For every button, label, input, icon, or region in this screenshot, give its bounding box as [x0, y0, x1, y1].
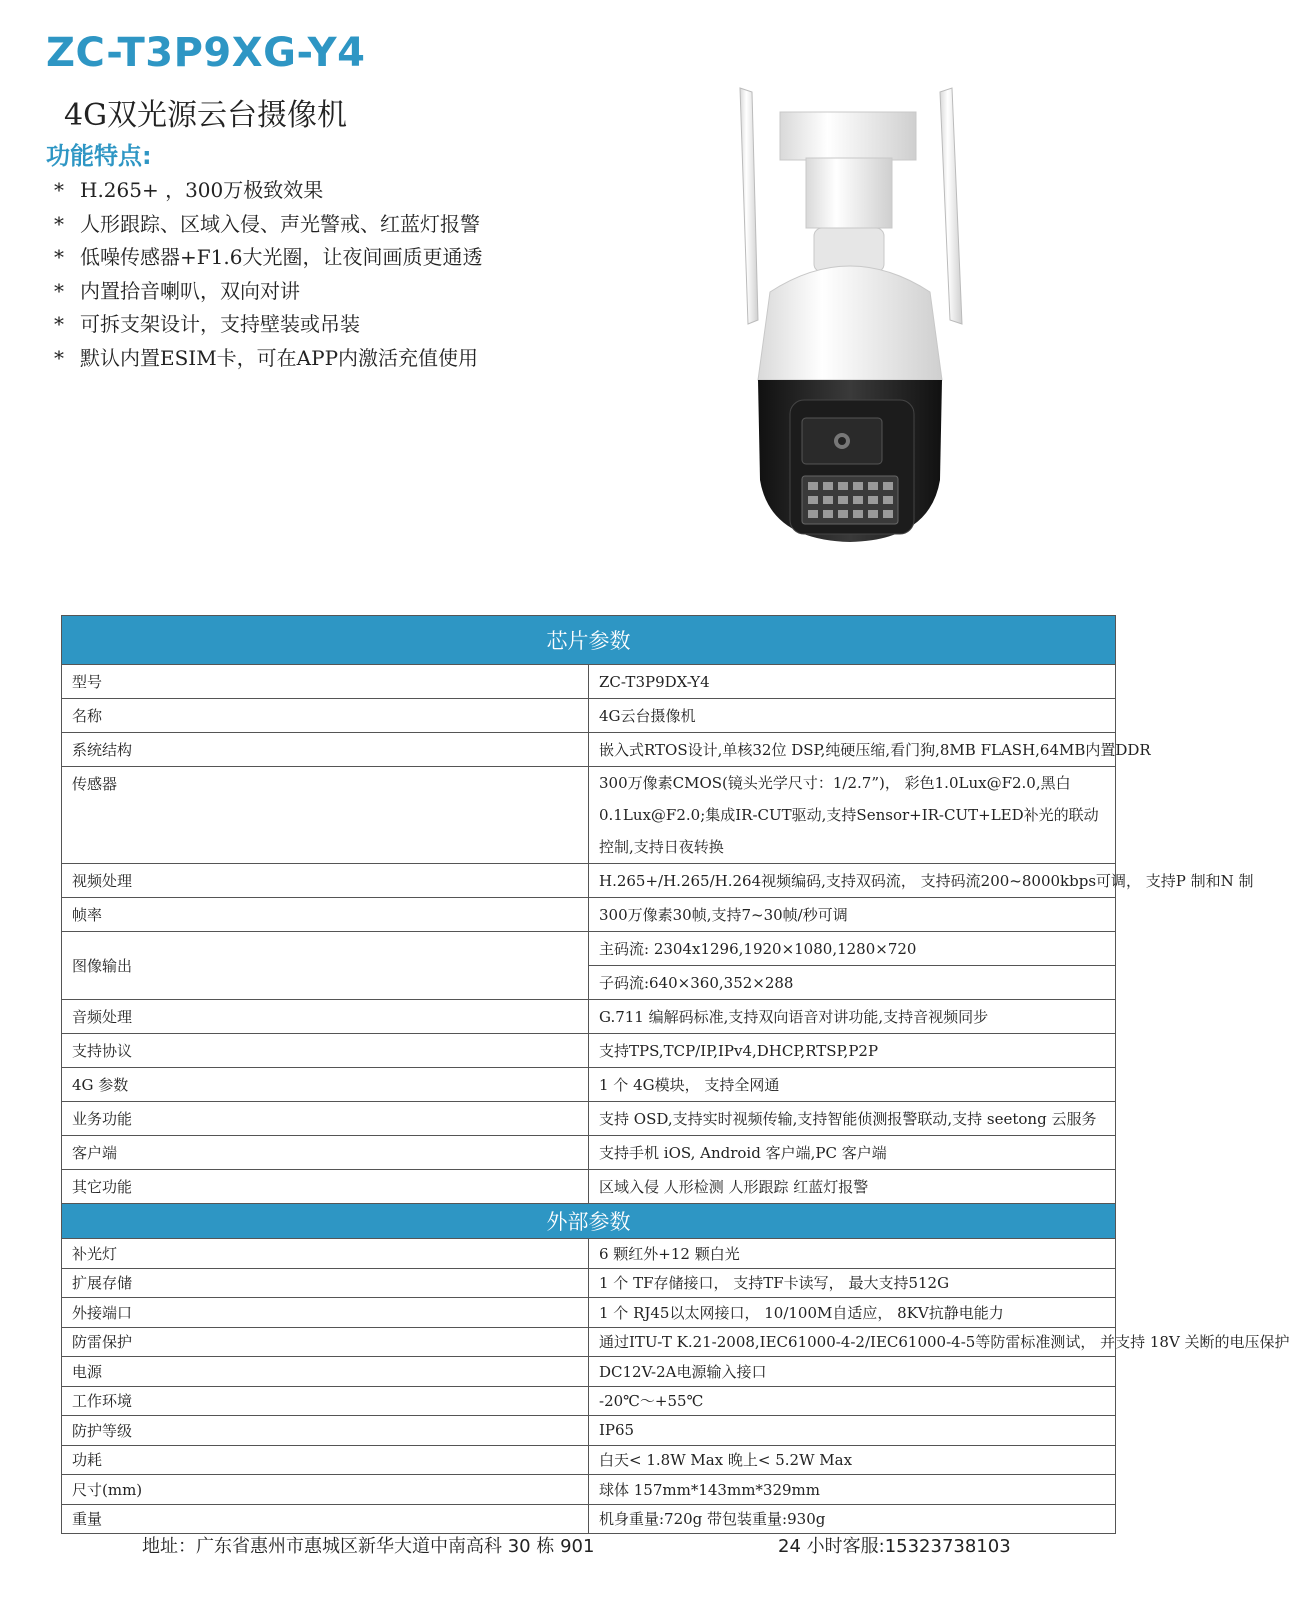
param-value: 1 个 4G模块， 支持全网通: [589, 1068, 1116, 1102]
feature-text: 可拆支架设计，支持壁装或吊装: [80, 312, 360, 336]
param-value: 支持手机 iOS, Android 客户端,PC 客户端: [589, 1136, 1116, 1170]
table-row: [62, 1445, 1116, 1475]
features-heading: 功能特点:: [46, 142, 152, 170]
table-row: [62, 733, 1116, 767]
table-row: [62, 1386, 1116, 1416]
table-row: [62, 864, 1116, 898]
table-row: [62, 932, 1116, 966]
table-row: [62, 1034, 1116, 1068]
param-label: 电源: [62, 1357, 589, 1387]
param-label: 功耗: [62, 1445, 589, 1475]
asterisk-icon: *: [54, 278, 64, 303]
table-row: [62, 898, 1116, 932]
param-value: 6 颗红外+12 颗白光: [589, 1239, 1116, 1269]
table-row: [62, 1475, 1116, 1505]
model-title: ZC-T3P9XG-Y4: [46, 30, 366, 76]
asterisk-icon: *: [54, 178, 64, 202]
table-row: [62, 699, 1116, 733]
table-row: [62, 1268, 1116, 1298]
param-label: 尺寸(mm): [62, 1475, 589, 1505]
feature-item: [54, 342, 482, 376]
table-row: [62, 665, 1116, 699]
table-row: [62, 1239, 1116, 1269]
param-value: H.265+/H.265/H.264视频编码,支持双码流， 支持码流200~8000kbps可调， 支持P 制和N 制: [589, 864, 1116, 898]
footer-service-phone: 24 小时客服:15323738103: [778, 1536, 1011, 1557]
param-label: 扩展存储: [62, 1268, 589, 1298]
section-header-external: [62, 1204, 1116, 1239]
param-label: 工作环境: [62, 1386, 589, 1416]
param-label: 4G 参数: [62, 1068, 589, 1102]
table-row: [62, 1000, 1116, 1034]
feature-text: 低噪传感器+F1.6大光圈，让夜间画质更通透: [80, 245, 483, 269]
param-label: 防护等级: [62, 1416, 589, 1446]
product-subtitle: 4G双光源云台摄像机: [64, 98, 348, 133]
table-row: [62, 1327, 1116, 1357]
feature-item: [54, 241, 482, 275]
param-value: -20℃～+55℃: [589, 1386, 1116, 1416]
param-label: 防雷保护: [62, 1327, 589, 1357]
feature-text: H.265+ ，300万极致效果: [80, 178, 324, 202]
param-label: 客户端: [62, 1136, 589, 1170]
param-label: 音频处理: [62, 1000, 589, 1034]
feature-list: [54, 174, 482, 375]
param-label: 业务功能: [62, 1102, 589, 1136]
asterisk-icon: *: [54, 312, 64, 336]
table-row: [62, 1504, 1116, 1534]
param-value: DC12V-2A电源输入接口: [589, 1357, 1116, 1387]
param-label: 视频处理: [62, 864, 589, 898]
param-label: 重量: [62, 1504, 589, 1534]
param-value: 1 个 RJ45以太网接口， 10/100M自适应， 8KV抗静电能力: [589, 1298, 1116, 1328]
param-value: 1 个 TF存储接口， 支持TF卡读写， 最大支持512G: [589, 1268, 1116, 1298]
param-value: 300万像素CMOS(镜头光学尺寸：1/2.7”)， 彩色1.0Lux@F2.0,黑白0.1Lux@F2.0;集成IR-CUT驱动,支持Sensor+IR-CUT+LED补光的联动控制,支持日夜转换: [589, 767, 1116, 864]
feature-text: 默认内置ESIM卡，可在APP内激活充值使用: [80, 345, 479, 370]
asterisk-icon: *: [54, 345, 64, 370]
feature-item: [54, 275, 482, 309]
param-value: 区域入侵 人形检测 人形跟踪 红蓝灯报警: [589, 1170, 1116, 1204]
feature-item: [54, 308, 482, 342]
feature-item: [54, 174, 482, 208]
param-label: 外接端口: [62, 1298, 589, 1328]
table-row: [62, 1416, 1116, 1446]
param-value: ZC-T3P9DX-Y4: [589, 665, 1116, 699]
asterisk-icon: *: [54, 211, 64, 236]
feature-text: 内置拾音喇叭，双向对讲: [80, 278, 300, 303]
param-label: 帧率: [62, 898, 589, 932]
param-value: 通过ITU-T K.21-2008,IEC61000-4-2/IEC61000-4-5等防雷标准测试， 并支持 18V 关断的电压保护: [589, 1327, 1116, 1357]
param-value: 主码流: 2304x1296,1920×1080,1280×720: [589, 932, 1116, 966]
param-label: 型号: [62, 665, 589, 699]
param-value: 球体 157mm*143mm*329mm: [589, 1475, 1116, 1505]
param-label: 其它功能: [62, 1170, 589, 1204]
table-row: [62, 1068, 1116, 1102]
table-row: [62, 1136, 1116, 1170]
camera-product-image: [730, 80, 990, 570]
param-label: 系统结构: [62, 733, 589, 767]
section-title: 芯片参数: [62, 616, 1116, 665]
footer-address: 地址：广东省惠州市惠城区新华大道中南高科 30 栋 901: [142, 1536, 595, 1557]
param-value: 支持 OSD,支持实时视频传输,支持智能侦测报警联动,支持 seetong 云服务: [589, 1102, 1116, 1136]
param-label: 传感器: [62, 767, 589, 864]
feature-text: 人形跟踪、区域入侵、声光警戒、红蓝灯报警: [80, 211, 480, 236]
spec-table: [61, 615, 1290, 1534]
section-header-chip: [62, 616, 1116, 665]
feature-item: [54, 208, 482, 242]
param-value: 支持TPS,TCP/IP,IPv4,DHCP,RTSP,P2P: [589, 1034, 1116, 1068]
param-value: 机身重量:720g 带包装重量:930g: [589, 1504, 1116, 1534]
param-label: 图像输出: [62, 932, 589, 1000]
param-label: 支持协议: [62, 1034, 589, 1068]
param-value: G.711 编解码标准,支持双向语音对讲功能,支持音视频同步: [589, 1000, 1116, 1034]
param-value: 白天< 1.8W Max 晚上< 5.2W Max: [589, 1445, 1116, 1475]
asterisk-icon: *: [54, 245, 64, 269]
param-label: 补光灯: [62, 1239, 589, 1269]
param-value: 4G云台摄像机: [589, 699, 1116, 733]
param-value: IP65: [589, 1416, 1116, 1446]
param-value: 300万像素30帧,支持7~30帧/秒可调: [589, 898, 1116, 932]
table-row: [62, 1102, 1116, 1136]
table-row: [62, 1298, 1116, 1328]
param-label: 名称: [62, 699, 589, 733]
section-title: 外部参数: [62, 1204, 1116, 1239]
table-row: [62, 1357, 1116, 1387]
table-row: [62, 767, 1116, 864]
param-value: 嵌入式RTOS设计,单核32位 DSP,纯硬压缩,看门狗,8MB FLASH,64MB内置DDR: [589, 733, 1116, 767]
param-value: 子码流:640×360,352×288: [589, 966, 1116, 1000]
table-row: [62, 1170, 1116, 1204]
